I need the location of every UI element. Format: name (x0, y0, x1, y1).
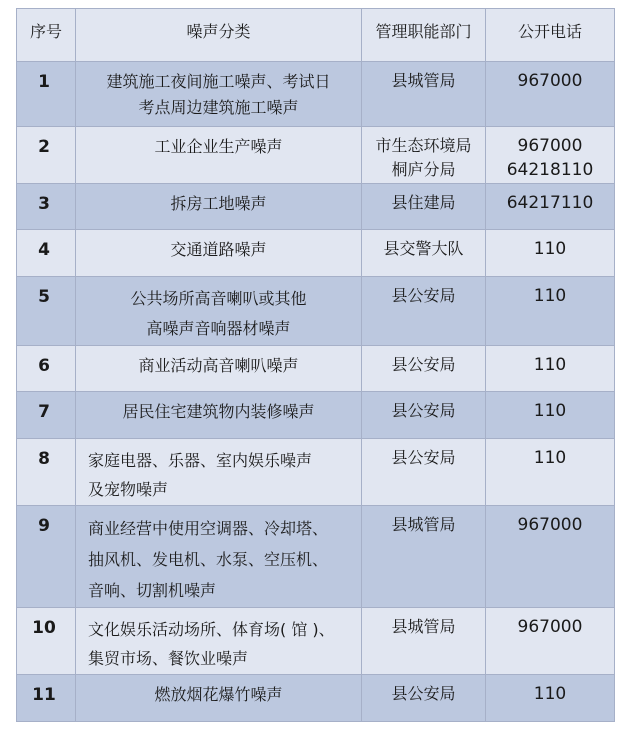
cell-category (76, 276, 362, 345)
cell-dept (362, 505, 486, 607)
cell-dept (362, 276, 486, 345)
header-category-label: 噪声分类 (186, 22, 251, 41)
row-number: 8 (38, 449, 50, 470)
noise-category: 居民住宅建筑物内装修噪声 (122, 402, 315, 422)
noise-complaint-table (16, 8, 615, 722)
table-row (17, 126, 615, 183)
cell-phone (486, 276, 615, 345)
cell-dept (362, 675, 486, 722)
cell-no (17, 345, 76, 392)
noise-category: 交通道路噪声 (170, 240, 267, 260)
phone-number: 967000 (517, 71, 583, 91)
cell-phone (486, 126, 615, 183)
department: 县城管局 (391, 514, 456, 534)
row-number: 1 (38, 72, 50, 92)
cell-phone (486, 439, 615, 506)
department: 县公安局 (391, 354, 456, 374)
phone-number: 967000 (517, 514, 583, 535)
cell-category (76, 62, 362, 127)
row-number: 2 (38, 136, 50, 157)
row-number: 10 (32, 618, 56, 639)
cell-category (76, 126, 362, 183)
cell-category (76, 505, 362, 607)
noise-category: 商业经营中使用空调器、冷却塔、 抽风机、发电机、水泵、空压机、 音响、切割机噪声 (88, 518, 329, 600)
cell-dept (362, 126, 486, 183)
cell-phone (486, 183, 615, 230)
cell-category (76, 439, 362, 506)
noise-complaint-table-container (16, 8, 614, 722)
cell-dept (362, 608, 486, 675)
cell-no (17, 126, 76, 183)
cell-dept (362, 183, 486, 230)
row-number: 4 (38, 240, 50, 261)
phone-number: 110 (533, 354, 567, 375)
noise-category: 燃放烟花爆竹噪声 (154, 685, 283, 705)
department: 县城管局 (391, 71, 456, 90)
header-phone-label: 公开电话 (517, 22, 582, 41)
cell-dept (362, 230, 486, 277)
table-row (17, 345, 615, 392)
row-number: 11 (32, 685, 56, 706)
noise-category: 拆房工地噪声 (170, 193, 267, 213)
department: 县公安局 (391, 285, 456, 305)
cell-category (76, 230, 362, 277)
cell-no (17, 675, 76, 722)
table-row (17, 439, 615, 506)
cell-dept (362, 392, 486, 439)
header-no (17, 9, 76, 62)
cell-no (17, 608, 76, 675)
cell-category (76, 392, 362, 439)
cell-no (17, 505, 76, 607)
cell-dept (362, 345, 486, 392)
table-row (17, 505, 615, 607)
cell-dept (362, 439, 486, 506)
table-row (17, 608, 615, 675)
cell-phone (486, 505, 615, 607)
department: 市生态环境局 桐庐分局 (375, 135, 472, 179)
phone-number: 110 (533, 285, 567, 306)
cell-category (76, 675, 362, 722)
cell-phone (486, 608, 615, 675)
table-row (17, 276, 615, 345)
department: 县公安局 (391, 448, 456, 468)
cell-no (17, 62, 76, 127)
noise-category: 公共场所高音喇叭或其他 高噪声音响器材噪声 (130, 288, 307, 338)
table-row (17, 183, 615, 230)
department: 县公安局 (391, 684, 456, 704)
department: 县住建局 (391, 192, 456, 212)
table-row (17, 675, 615, 722)
header-dept-label: 管理职能部门 (375, 22, 472, 41)
noise-category: 家庭电器、乐器、室内娱乐噪声 及宠物噪声 (88, 451, 313, 500)
cell-phone (486, 345, 615, 392)
header-no-label: 序号 (29, 22, 62, 41)
cell-category (76, 608, 362, 675)
noise-category: 文化娱乐活动场所、体育场( 馆 )、 集贸市场、餐饮业噪声 (88, 620, 335, 669)
cell-phone (486, 230, 615, 277)
row-number: 3 (38, 193, 50, 214)
table-row (17, 62, 615, 127)
phone-number: 110 (533, 401, 567, 422)
cell-no (17, 276, 76, 345)
cell-no (17, 230, 76, 277)
cell-phone (486, 392, 615, 439)
department: 县交警大队 (383, 239, 464, 259)
phone-number: 967000 64218110 (506, 135, 594, 180)
department: 县公安局 (391, 401, 456, 421)
header-category (76, 9, 362, 62)
noise-category: 建筑施工夜间施工噪声、考试日 考点周边建筑施工噪声 (106, 72, 331, 117)
cell-no (17, 392, 76, 439)
cell-phone (486, 675, 615, 722)
cell-category (76, 183, 362, 230)
phone-number: 110 (533, 239, 567, 260)
header-phone (486, 9, 615, 62)
noise-category: 工业企业生产噪声 (154, 136, 283, 156)
table-header-row (17, 9, 615, 62)
table-row (17, 230, 615, 277)
phone-number: 110 (533, 684, 567, 705)
department: 县城管局 (391, 617, 456, 637)
cell-phone (486, 62, 615, 127)
header-dept (362, 9, 486, 62)
cell-category (76, 345, 362, 392)
phone-number: 967000 (517, 617, 583, 638)
table-row (17, 392, 615, 439)
cell-no (17, 183, 76, 230)
row-number: 6 (38, 355, 50, 376)
row-number: 5 (38, 286, 50, 307)
phone-number: 64217110 (506, 192, 594, 213)
cell-dept (362, 62, 486, 127)
noise-category: 商业活动高音喇叭噪声 (138, 355, 299, 375)
row-number: 7 (38, 402, 50, 423)
row-number: 9 (38, 515, 50, 536)
cell-no (17, 439, 76, 506)
phone-number: 110 (533, 448, 567, 469)
